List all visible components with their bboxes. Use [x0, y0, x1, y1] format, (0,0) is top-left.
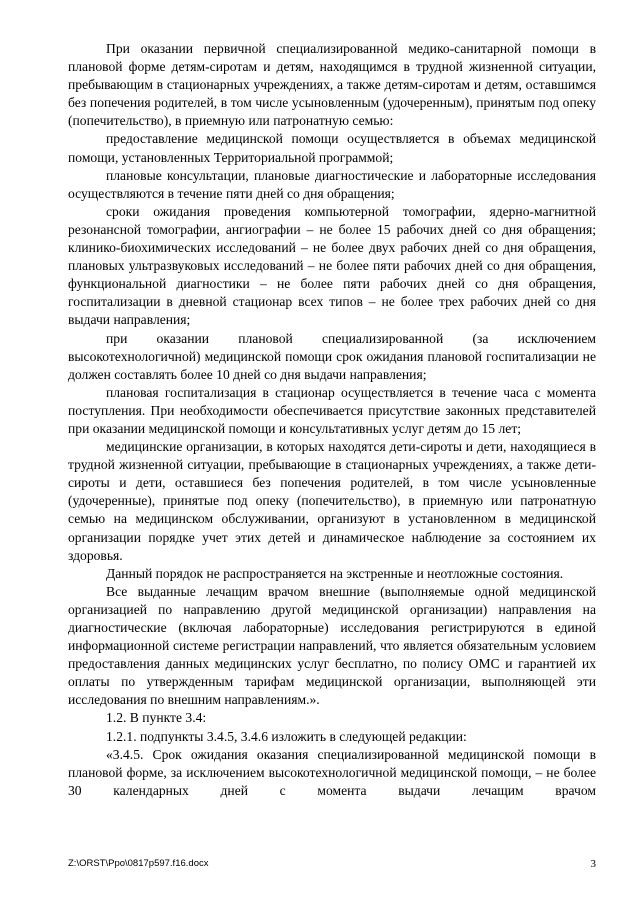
- paragraph-item-1-2-1: 1.2.1. подпункты 3.4.5, 3.4.6 изложить в следующей редакции:: [106, 728, 467, 744]
- page-number: 3: [590, 858, 596, 870]
- paragraph-waiting-times: сроки ожидания проведения компьютерной томографии, ядерно-магнитной резонансной томографии, ангиографии – не более 15 рабочих дней со дня обращения; клинико-биохимических исследований – не более двух рабочих дней со дня обращения, плановых ультразвуковых исследований – не более пяти рабочих дней со дня обращения, функциональной диагностики – не более пяти рабочих дней со дня обращения, госпитализации в дневной стационар всех типов – не более трех рабочих дней со дня выдачи направления;: [68, 203, 596, 328]
- file-path: Z:\ORST\Ppo\0817p597.f16.docx: [68, 858, 209, 869]
- paragraph-medical-organizations: медицинские организации, в которых находятся дети-сироты и дети, находящиеся в трудной жизненной ситуации, пребывающие в стационарных учреждениях, а также дети-сироты и дети, оставшиеся без попечения родителей, в том числе усыновленные (удочеренные), принятые под опеку (попечительство), в приемную или патронатную семью на медицинском обслуживании, организуют в установленном в медицинской организации порядке учет этих детей и динамическое наблюдение за состоянием их здоровья.: [68, 439, 596, 563]
- paragraph-consultations: плановые консультации, плановые диагностические и лабораторные исследования осуществляются в течение пяти дней со дня обращения;: [68, 167, 596, 201]
- paragraph-hospitalization: плановая госпитализация в стационар осуществляется в течение часа с момента поступления. При необходимости обеспечивается присутствие законных представителей при оказании медицинской помощи и консультативных услуг детям до 15 лет;: [68, 384, 596, 436]
- paragraph-item-3-4-5: «3.4.5. Срок ожидания оказания специализированной медицинской помощи в плановой форме, за исключением высокотехнологичной медицинской помощи, – не более 30 календарных дней с момента выдачи лечащим врачом: [68, 746, 596, 798]
- paragraph-intro: При оказании первичной специализированной медико-санитарной помощи в плановой форме детям-сиротам и детям, находящимся в трудной жизненной ситуации, пребывающим в стационарных учреждениях, а также детям-сиротам и детям, оставшимся без попечения родителей, в том числе усыновленным (удочеренным), принятым под опеку (попечительство), в приемную или патронатную семью:: [68, 41, 596, 129]
- document-body: [68, 40, 596, 800]
- paragraph-item-1-2: 1.2. В пункте 3.4:: [106, 710, 207, 726]
- paragraph-planned-care: при оказании плановой специализированной (за исключением высокотехнологичной) медицинской помощи срок ожидания плановой госпитализации не должен составлять более 10 дней со дня выдачи направления;: [68, 330, 596, 382]
- paragraph-exception: Данный порядок не распространяется на экстренные и неотложные состояния.: [106, 565, 564, 581]
- paragraph-referrals: Все выданные лечащим врачом внешние (выполняемые одной медицинской организацией по направлению другой медицинской организации) направления на диагностические (включая лабораторные) исследования регистрируются в единой информационной системе регистрации направлений, что является обязательным условием предоставления данных медицинских услуг бесплатно, по полису ОМС и гарантией их оплаты по утвержденным тарифам медицинской организации, выполняющей эти исследования по внешним направлениям.».: [68, 583, 596, 708]
- paragraph-scope: предоставление медицинской помощи осуществляется в объемах медицинской помощи, установленных Территориальной программой;: [68, 131, 596, 165]
